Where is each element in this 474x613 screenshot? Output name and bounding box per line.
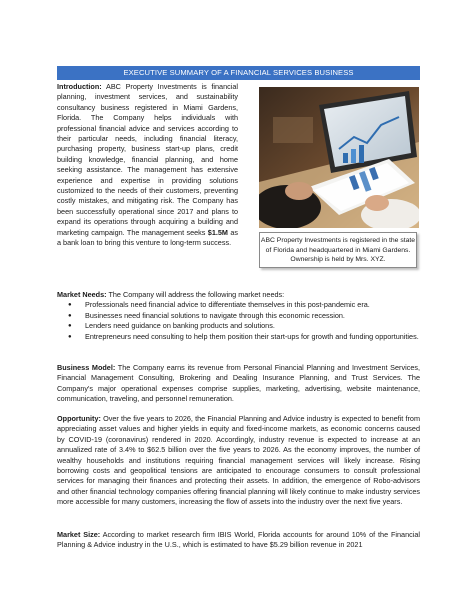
market-needs-text: The Company will address the following market needs: <box>106 290 285 299</box>
opportunity-label: Opportunity: <box>57 414 101 423</box>
business-meeting-photo <box>259 87 419 228</box>
opportunity-text: Over the five years to 2026, the Financial Planning and Advice industry is expected to benefit from appreciating asset values and higher yields in equity and fixed-income markets, as economic concerns caused by COVID-19 (coronavirus) rendered in 2020. Accordingly, industry revenue is expected to increase at an annualized rate of 3.4% to $62.5 billion over the five years to 2026. As the economy improves, the number of wealthy households and institutions requiring financial management services will likely increase. Rising borrowing costs and geopolitical tensions are anticipated to encourage consumers to consult professional services for managing their finances and protecting their assets. In addition, the emergence of Robo-advisors and other financial technology companies offering financial planning will likely continue to make industry services more accessible for many customers, increasing the flow of assets into the industry over the next five years. <box>57 414 420 507</box>
list-item: ● Entrepreneurs need consulting to help them position their start-ups for growth and funding opportunities. <box>85 332 420 342</box>
market-needs-list <box>57 300 420 342</box>
introduction-paragraph <box>57 82 238 249</box>
introduction-text: ABC Property Investments is financial planning, investment services, and sustainability consultancy business registered in Miami Gardens, Florida. The Company helps individuals with professional financial advice and services according to their particular needs, including financial literacy, purchasing property, business start-up plans, credit building knowledge, financial planning, and home seeking assistance. The management has extensive experience and expertise in providing solutions customized to the needs of their customers, preventing costly mistakes, and mitigating risk. The Company has been successfully operational since 2017 and plans to expand its operations through acquiring a building and marketing campaign. The management seeks <box>57 82 238 237</box>
market-size-paragraph <box>57 530 420 551</box>
market-size-text: According to market research firm IBIS World, Florida accounts for around 10% of the Financial Planning & Advice industry in the U.S., which is estimated to have $5.29 billion revenue in 2021 <box>57 530 420 550</box>
market-needs-section <box>57 290 420 342</box>
introduction-label: Introduction: <box>57 82 102 91</box>
page-title: EXECUTIVE SUMMARY OF A FINANCIAL SERVICES BUSINESS <box>57 66 420 80</box>
business-model-text: The Company earns its revenue from Personal Financial Planning and Investment Services, Financial Management Consulting, Brokering and Dealing Insurance Planning, and Trust Services. The Company's major operational expenses comprise supplies, marketing, advertising, website maintenance, communication, traveling, and personnel remuneration. <box>57 363 420 404</box>
market-needs-intro <box>57 290 420 300</box>
image-caption: ABC Property Investments is registered in the state of Florida and headquartered in Miami Gardens. Ownership is held by Mrs. XYZ. <box>259 232 417 268</box>
opportunity-paragraph <box>57 414 420 508</box>
business-model-label: Business Model: <box>57 363 116 372</box>
loan-amount: $1.5M <box>207 227 228 237</box>
introduction-text-end: as a bank loan to bring this venture to long-term success. <box>57 227 238 248</box>
business-model-paragraph <box>57 363 420 405</box>
list-item: ● Lenders need guidance on banking products and solutions. <box>85 321 420 331</box>
list-item: ● Professionals need financial advice to differentiate themselves in this post-pandemic era. <box>85 300 420 310</box>
market-size-label: Market Size: <box>57 530 101 539</box>
meeting-photo-illustration <box>259 87 419 228</box>
list-item: ● Businesses need financial solutions to navigate through this economic recession. <box>85 311 420 321</box>
market-needs-label: Market Needs: <box>57 290 107 299</box>
